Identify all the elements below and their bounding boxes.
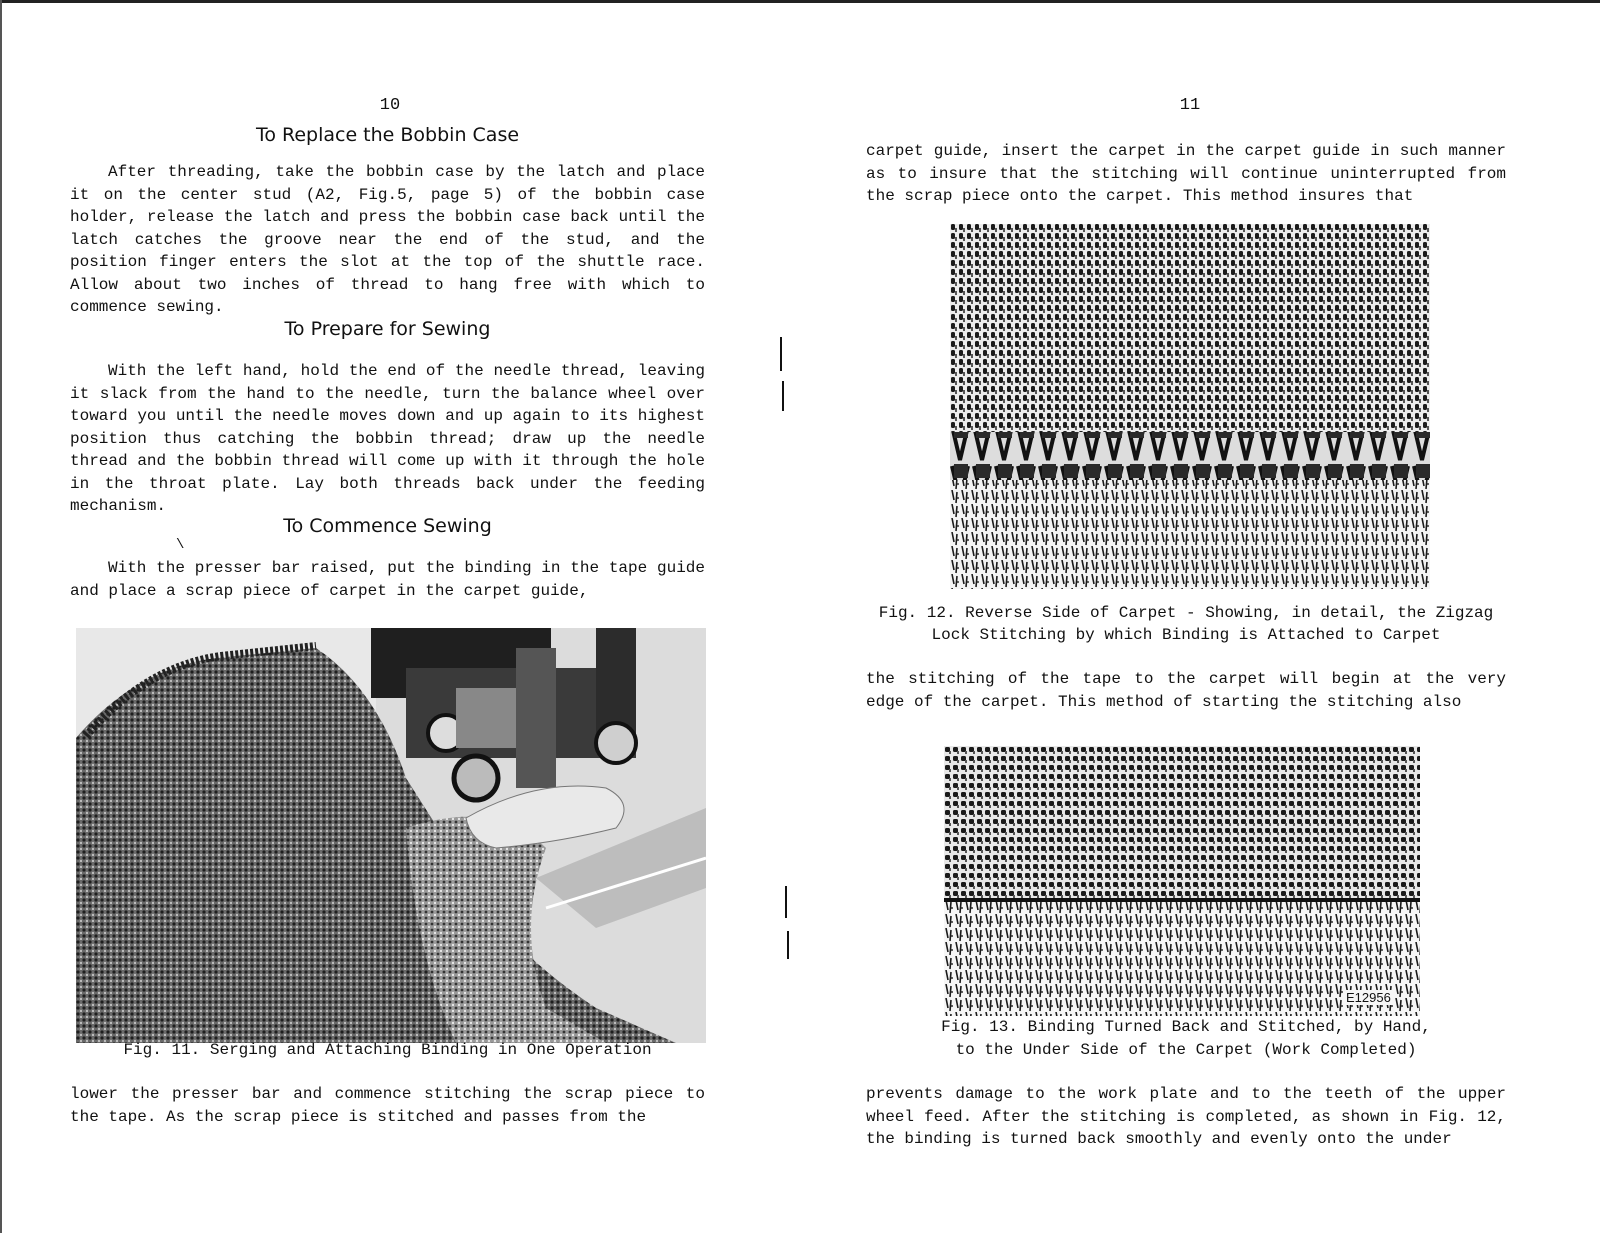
stray-ink-mark: \ <box>176 537 185 553</box>
paragraph-carpet-guide: carpet guide, insert the carpet in the carpet guide in such manner as to insure that the stitching will continue uninterrupted from the scrap piece onto the carpet. This method insures that <box>866 142 1506 205</box>
fig12-caption-line2: Lock Stitching by which Binding is Attached to Carpet <box>931 626 1441 644</box>
gutter-mark <box>787 931 789 959</box>
fig13-reference-code: E12956 <box>1346 990 1391 1005</box>
heading-prepare-for-sewing: To Prepare for Sewing <box>284 318 491 340</box>
fig13-photo <box>944 746 1420 1016</box>
fig13-caption-line1: Fig. 13. Binding Turned Back and Stitched, by Hand, <box>941 1018 1431 1036</box>
paragraph-lower-presser-bar: lower the presser bar and commence stitching the scrap piece to the tape. As the scrap piece is stitched and passes from the <box>70 1085 705 1126</box>
left-page-number: 10 <box>379 96 401 115</box>
paragraph-prevents-damage: prevents damage to the work plate and to the teeth of the upper wheel feed. After the stitching is completed, as shown in Fig. 12, the binding is turned back smoothly and evenly onto the under <box>866 1085 1506 1148</box>
fig12-caption-line1: Fig. 12. Reverse Side of Carpet - Showing, in detail, the Zigzag <box>878 604 1494 622</box>
fig13-caption-line2: to the Under Side of the Carpet (Work Completed) <box>955 1041 1417 1059</box>
paragraph-prepare-for-sewing: With the left hand, hold the end of the needle thread, leaving it slack from the hand to the needle, turn the balance wheel over toward you until the needle moves down and up again to its highest position thus catching the bobbin thread; draw up the needle thread and the bobbin thread will come up with it through the hole in the throat plate. Lay both threads back under the feeding mechanism. <box>70 362 705 515</box>
gutter-mark <box>782 381 784 411</box>
paragraph-commence-sewing: With the presser bar raised, put the binding in the tape guide and place a scrap piece of carpet in the carpet guide, <box>70 559 705 600</box>
gutter-mark <box>780 337 782 371</box>
gutter-mark <box>785 886 787 918</box>
scan-top-edge <box>0 0 1600 3</box>
paragraph-replace-bobbin-case: After threading, take the bobbin case by the latch and place it on the center stud (A2, Fig.5, page 5) of the bobbin case holder, release the latch and press the bobbin case back until the latch catches the groove near the end of the stud, and the position finger enters the slot at the top of the shuttle race. Allow about two inches of thread to hang free with which to commence sewing. <box>70 163 705 316</box>
fig11-photo <box>76 628 706 1043</box>
right-page-number: 11 <box>1179 96 1201 115</box>
heading-replace-bobbin-case: To Replace the Bobbin Case <box>255 124 520 146</box>
fig12-photo <box>950 224 1430 589</box>
paragraph-stitching-edge: the stitching of the tape to the carpet will begin at the very edge of the carpet. This method of starting the stitching also <box>866 670 1506 711</box>
heading-commence-sewing: To Commence Sewing <box>283 515 492 537</box>
fig11-caption: Fig. 11. Serging and Attaching Binding in One Operation <box>123 1041 652 1059</box>
scan-left-edge <box>0 0 2 1233</box>
